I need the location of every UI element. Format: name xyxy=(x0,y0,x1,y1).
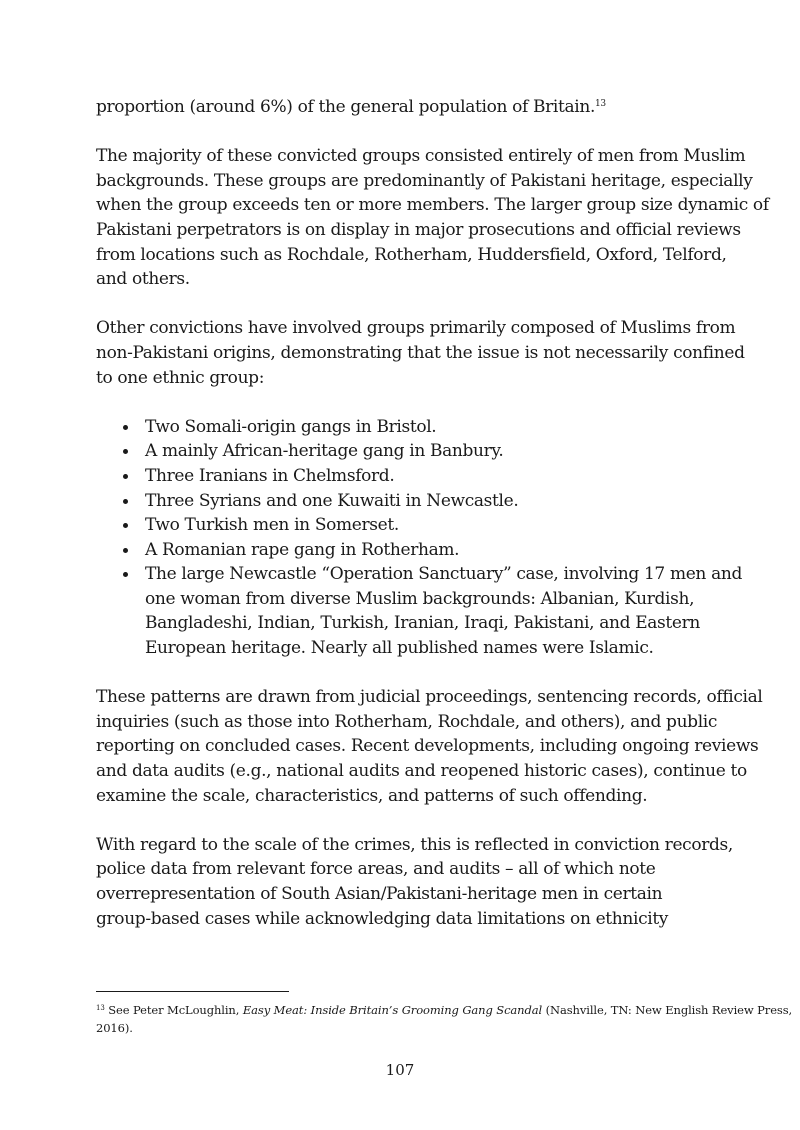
paragraph-5 xyxy=(96,833,733,931)
paragraph-line: non-Pakistani origins, demonstrating that the issue is not necessarily confined xyxy=(96,342,745,363)
paragraph-3 xyxy=(96,316,745,390)
footnote-suffix: (Nashville, TN: New English Review Press, xyxy=(542,1003,793,1017)
list-item: Three Iranians in Chelmsford. xyxy=(145,464,716,489)
footnote xyxy=(96,1001,793,1037)
list-item: A mainly African-heritage gang in Banbury. xyxy=(145,439,716,464)
paragraph-line: police data from relevant force areas, and audits – all of which note xyxy=(96,859,656,880)
paragraph-line: The majority of these convicted groups consisted entirely of men from Muslim xyxy=(96,146,746,167)
list-item: Two Turkish men in Somerset. xyxy=(145,513,716,538)
footnote-line-2: 2016). xyxy=(96,1021,133,1035)
footnote-book-title: Easy Meat: Inside Britain’s Grooming Gang Scandal xyxy=(242,1003,543,1017)
list-item: Two Somali-origin gangs in Bristol. xyxy=(145,415,716,440)
page-number: 107 xyxy=(385,1061,415,1079)
footnote-divider xyxy=(96,991,289,992)
list-item: The large Newcastle “Operation Sanctuary” case, involving 17 men and one woman from diverse Muslim backgrounds: Albanian, Kurdish, Bangladeshi, Indian, Turkish, Iranian, Iraqi, Pakistani, and Eastern European heritage. Nearly all published names were Islamic. xyxy=(145,562,716,660)
paragraph-line: from locations such as Rochdale, Rotherham, Huddersfield, Oxford, Telford, xyxy=(96,244,727,265)
paragraph-line: inquiries (such as those into Rotherham, Rochdale, and others), and public xyxy=(96,711,718,732)
paragraph-line: overrepresentation of South Asian/Pakistani-heritage men in certain xyxy=(96,884,663,904)
paragraph-line: Other convictions have involved groups primarily composed of Muslims from xyxy=(96,318,736,339)
list-item: A Romanian rape gang in Rotherham. xyxy=(145,538,716,563)
paragraph-line: when the group exceeds ten or more members. The larger group size dynamic of xyxy=(96,195,769,216)
paragraph-line: reporting on concluded cases. Recent developments, including ongoing reviews xyxy=(96,736,759,757)
paragraph-line: These patterns are drawn from judicial proceedings, sentencing records, official xyxy=(96,687,763,708)
paragraph-2 xyxy=(96,144,769,292)
paragraph-line: Pakistani perpetrators is on display in major prosecutions and official reviews xyxy=(96,219,741,240)
paragraph-1 xyxy=(96,95,716,120)
paragraph-line: With regard to the scale of the crimes, this is reflected in conviction records, xyxy=(96,834,733,855)
list-item: Three Syrians and one Kuwaiti in Newcastle. xyxy=(145,489,716,514)
body-text xyxy=(96,95,769,956)
footnote-prefix: See Peter McLoughlin, xyxy=(104,1003,243,1017)
paragraph-1-line-1: proportion (around 6%) of the general population of Britain. xyxy=(96,97,596,117)
paragraph-line: backgrounds. These groups are predominantly of Pakistani heritage, especially xyxy=(96,170,753,191)
paragraph-line: and others. xyxy=(96,269,190,290)
footnote-number: 13 xyxy=(96,1004,105,1012)
bullet-list xyxy=(96,415,742,661)
paragraph-4 xyxy=(96,685,763,808)
paragraph-line: and data audits (e.g., national audits and reopened historic cases), continue to xyxy=(96,761,747,782)
paragraph-line: group-based cases while acknowledging data limitations on ethnicity xyxy=(96,908,669,929)
footnote-reference[interactable]: 13 xyxy=(595,99,606,109)
paragraph-line: to one ethnic group: xyxy=(96,367,265,388)
paragraph-line: examine the scale, characteristics, and patterns of such offending. xyxy=(96,785,648,806)
